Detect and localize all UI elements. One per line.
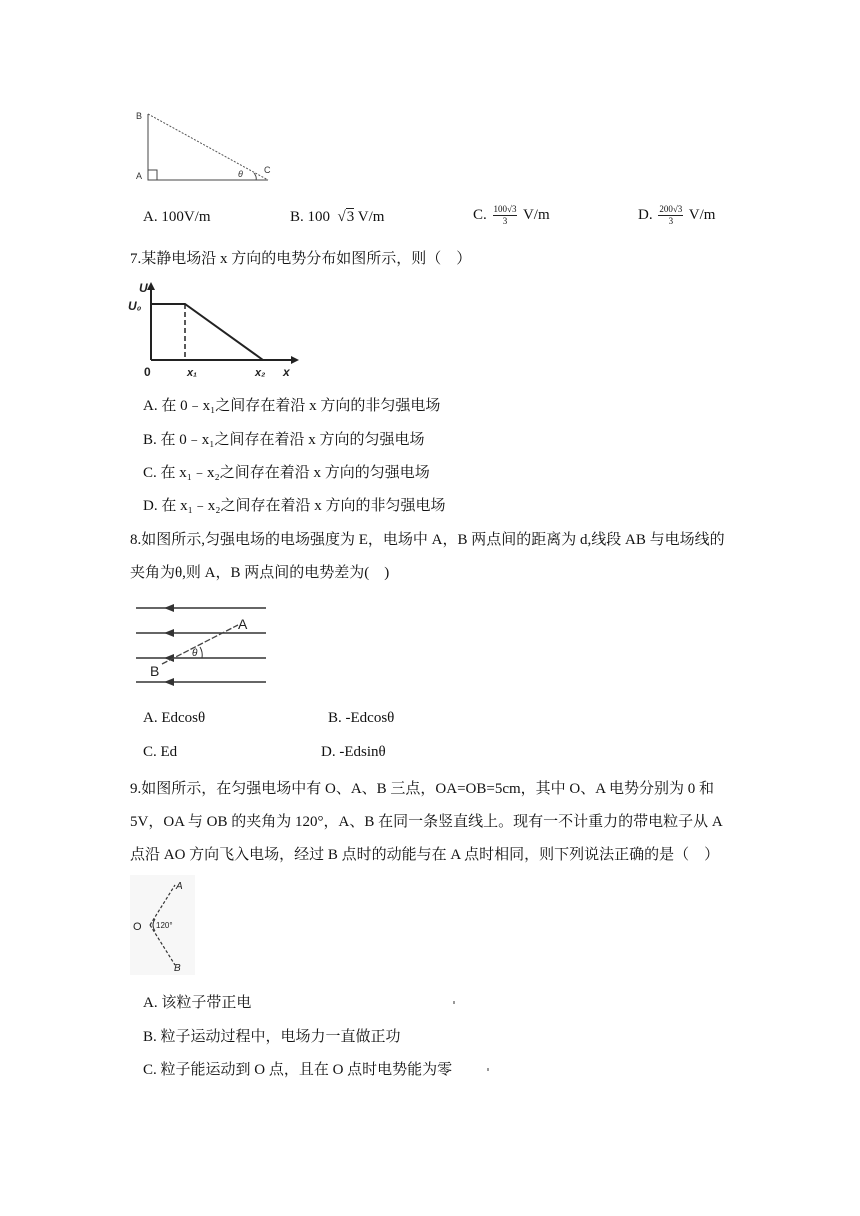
axis-x-label: x [283,365,290,379]
angle-120-label: 120° [156,921,173,930]
q8-stem-line-1: 8.如图所示,匀强电场的电场强度为 E，电场中 A，B 两点间的距离为 d,线段 AB 与电场线的 [130,532,725,548]
q7-option-a: A. 在 0﹣x₁之间存在着沿 x 方向的非匀强电场 [143,398,441,414]
angle-theta-label: θ [192,648,198,659]
q6-option-b-unit: V/m [357,209,385,225]
q6-option-c-unit: V/m [522,206,550,223]
q6-option-b-prefix: B. 100 [290,209,331,225]
q8-stem-line-2: 夹角为θ,则 A，B 两点间的电势差为( ) [130,565,390,581]
q7-stem: 7.某静电场沿 x 方向的电势分布如图所示，则（ ） [130,251,472,267]
vertex-b-label: B [136,111,143,121]
q9-stem-line-1: 9.如图所示，在匀强电场中有 O、A、B 三点，OA=OB=5cm，其中 O、A 电势分别为 0 和 [130,781,715,797]
origin-label: 0 [144,365,151,379]
q6-option-a: A. 100V/m [143,209,211,225]
vertex-a-label: A [136,171,143,181]
q7-option-b: B. 在 0﹣x₁之间存在着沿 x 方向的匀强电场 [143,432,425,448]
q6-option-b-root: √3 [333,209,355,225]
q7-option-d: D. 在 x₁﹣x₂之间存在着沿 x 方向的非匀强电场 [143,498,446,514]
point-a-label: A [238,616,248,632]
q8-option-a: A. Edcosθ [143,710,206,726]
q9-option-a: A. 该粒子带正电 [143,995,252,1011]
q8-option-d: D. -Edsinθ [321,744,386,760]
u0-label: U₀ [128,299,142,313]
point-o-label: O [133,921,142,933]
uniform-field-figure [130,598,270,690]
point-b-label: B [174,963,181,974]
angle-theta-label: θ [238,169,243,179]
q8-option-b: B. -Edcosθ [328,710,395,726]
angle-oab-figure [130,875,195,975]
q8-option-c: C. Ed [143,744,178,760]
q7-option-c: C. 在 x₁﹣x₂之间存在着沿 x 方向的匀强电场 [143,465,430,481]
point-a-label: A [176,881,183,892]
x1-label: x₁ [187,367,197,379]
q9-option-b: B. 粒子运动过程中，电场力一直做正功 [143,1029,401,1045]
q9-option-c: C. 粒子能运动到 O 点，且在 O 点时电势能为零 [143,1062,453,1078]
q6-option-d-prefix: D. [638,206,653,223]
vertex-c-label: C [264,165,271,175]
point-b-label: B [150,663,160,679]
q6-option-c-fraction: $\frac{100√3}{3}$ [493,204,517,226]
axis-u-label: U [139,281,148,295]
q9-stem-line-2: 5V，OA 与 OB 的夹角为 120°，A、B 在同一条竖直线上。现有一不计重力的带电粒子从 A [130,814,723,830]
q6-option-b [290,209,384,226]
q6-option-c [473,204,550,227]
q6-option-d-unit: V/m [688,206,716,223]
triangle-figure [130,105,280,190]
q9-stem-line-3: 点沿 AO 方向飞入电场，经过 B 点时的动能与在 A 点时相同，则下列说法正确的是（ ） [130,847,720,863]
scan-speck [453,1001,455,1004]
potential-graph-figure [125,280,305,380]
scan-speck [487,1068,489,1071]
x2-label: x₂ [255,367,266,379]
q6-option-d-fraction: $\frac{200√3}{3}$ [659,204,683,226]
q6-option-d [638,204,715,227]
q6-option-c-prefix: C. [473,206,487,223]
